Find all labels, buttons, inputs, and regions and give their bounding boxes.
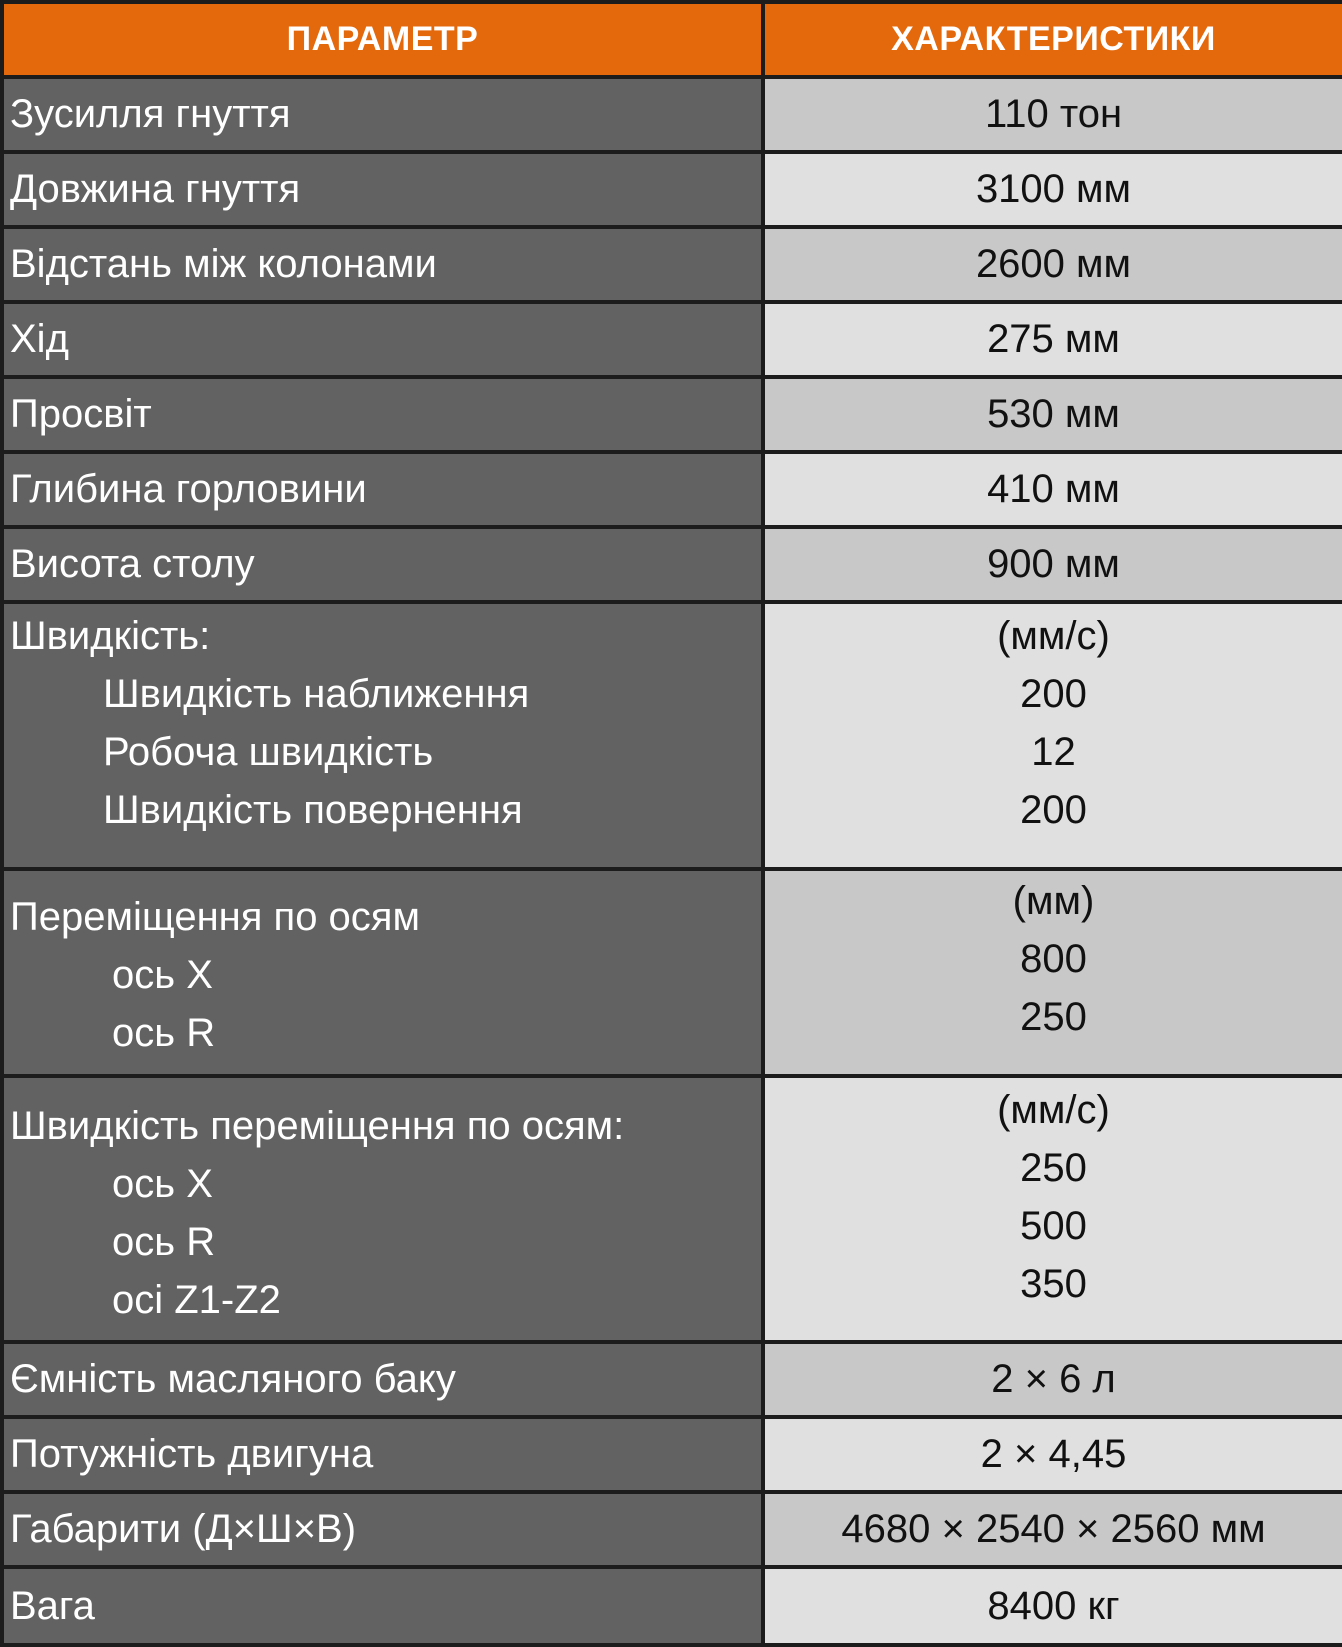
header-value: ХАРАКТЕРИСТИКИ bbox=[765, 4, 1342, 75]
param-value: 3100 мм bbox=[765, 154, 1342, 225]
table-row bbox=[0, 529, 1342, 600]
speed-item-value: 200 bbox=[1020, 672, 1087, 716]
table-row bbox=[0, 1419, 1342, 1490]
axes-item-label: ось R bbox=[112, 1011, 216, 1055]
param-value: 8400 кг bbox=[765, 1569, 1342, 1643]
speed-item-label: Робоча швидкість bbox=[103, 730, 434, 774]
axis-speed-item-value: 350 bbox=[1020, 1262, 1087, 1306]
axis-speed-params bbox=[4, 1078, 761, 1340]
param-label: Довжина гнуття bbox=[4, 154, 761, 225]
param-label: Хід bbox=[4, 304, 761, 375]
table-header bbox=[0, 4, 1342, 75]
table-row bbox=[0, 454, 1342, 525]
param-label: Глибина горловини bbox=[4, 454, 761, 525]
header-param: ПАРАМЕТР bbox=[4, 4, 761, 75]
axis-speed-item-value: 250 bbox=[1020, 1146, 1087, 1190]
table-row bbox=[0, 1569, 1342, 1643]
speed-unit: (мм/с) bbox=[997, 614, 1110, 658]
axes-item-value: 800 bbox=[1020, 937, 1087, 981]
axis-speed-item-label: ось X bbox=[112, 1162, 213, 1206]
param-value: 275 мм bbox=[765, 304, 1342, 375]
param-label: Зусилля гнуття bbox=[4, 79, 761, 150]
table-row bbox=[0, 154, 1342, 225]
param-label: Просвіт bbox=[4, 379, 761, 450]
param-value: 410 мм bbox=[765, 454, 1342, 525]
axis-speed-row bbox=[0, 1078, 1342, 1340]
param-value: 900 мм bbox=[765, 529, 1342, 600]
speed-item-value: 12 bbox=[1031, 730, 1076, 774]
table-row bbox=[0, 1494, 1342, 1565]
axis-speed-item-label: осі Z1-Z2 bbox=[112, 1278, 281, 1322]
speed-params bbox=[4, 604, 761, 867]
axes-row bbox=[0, 871, 1342, 1074]
table-row bbox=[0, 379, 1342, 450]
param-label: Вага bbox=[4, 1569, 761, 1643]
param-label: Відстань між колонами bbox=[4, 229, 761, 300]
speed-item-label: Швидкість наближення bbox=[103, 672, 530, 716]
axis-speed-item-label: ось R bbox=[112, 1220, 216, 1264]
axis-speed-item-value: 500 bbox=[1020, 1204, 1087, 1248]
speed-row bbox=[0, 604, 1342, 867]
param-value: 2600 мм bbox=[765, 229, 1342, 300]
axis-speed-unit: (мм/с) bbox=[997, 1088, 1110, 1132]
axes-unit: (мм) bbox=[1012, 879, 1095, 923]
table-row bbox=[0, 79, 1342, 150]
param-value: 530 мм bbox=[765, 379, 1342, 450]
axes-item-value: 250 bbox=[1020, 995, 1087, 1039]
table-row bbox=[0, 1344, 1342, 1415]
param-label: Ємність масляного баку bbox=[4, 1344, 761, 1415]
param-value: 2 × 6 л bbox=[765, 1344, 1342, 1415]
param-label: Потужність двигуна bbox=[4, 1419, 761, 1490]
axes-item-label: ось X bbox=[112, 953, 213, 997]
axis-speed-title: Швидкість переміщення по осям: bbox=[10, 1104, 625, 1148]
speed-title: Швидкість: bbox=[10, 614, 211, 658]
table-row bbox=[0, 229, 1342, 300]
speed-item-label: Швидкість повернення bbox=[103, 788, 523, 832]
axis-speed-values bbox=[765, 1078, 1342, 1340]
param-value: 110 тон bbox=[765, 79, 1342, 150]
speed-values bbox=[765, 604, 1342, 867]
param-value: 2 × 4,45 bbox=[765, 1419, 1342, 1490]
speed-item-value: 200 bbox=[1020, 788, 1087, 832]
param-value: 4680 × 2540 × 2560 мм bbox=[765, 1494, 1342, 1565]
axes-values bbox=[765, 871, 1342, 1074]
axes-params bbox=[4, 871, 761, 1074]
param-label: Габарити (Д×Ш×В) bbox=[4, 1494, 761, 1565]
table-row bbox=[0, 304, 1342, 375]
axes-title: Переміщення по осям bbox=[10, 895, 420, 939]
param-label: Висота столу bbox=[4, 529, 761, 600]
